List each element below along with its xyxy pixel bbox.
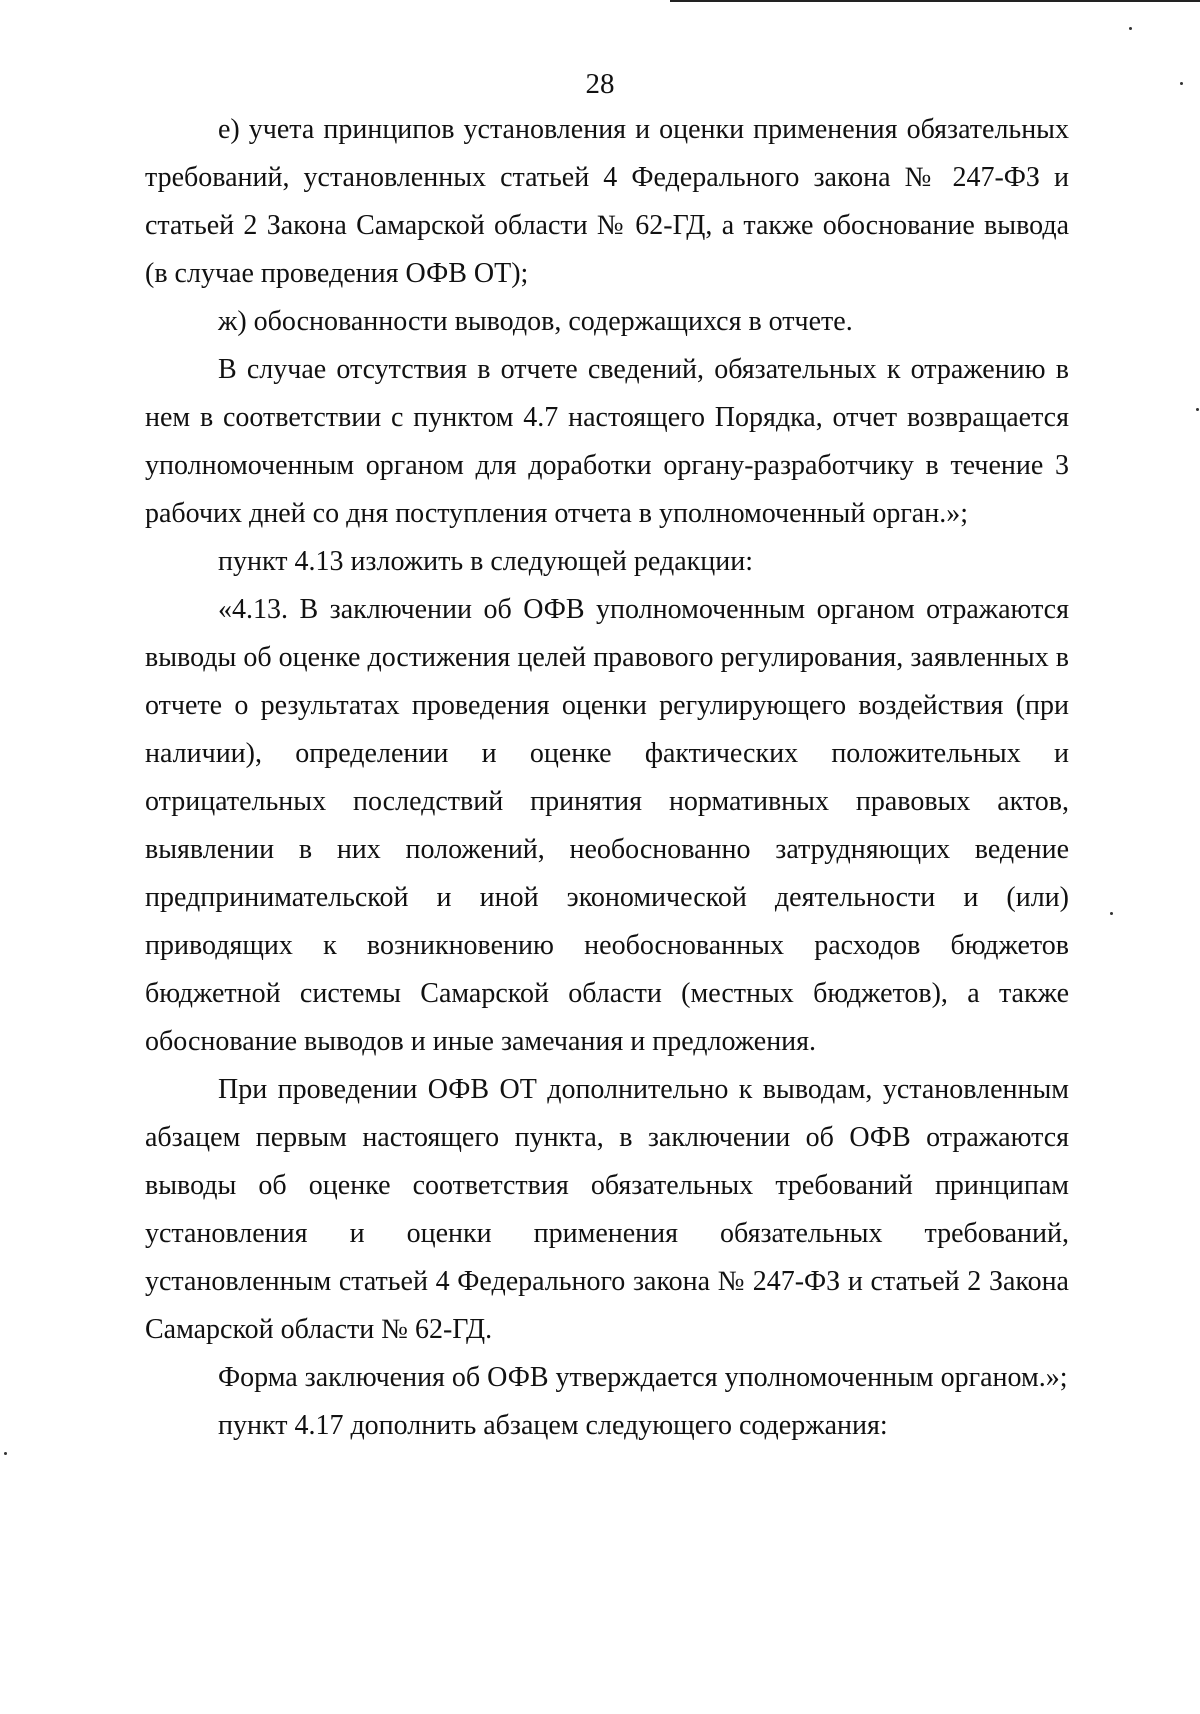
scan-speck	[1110, 912, 1113, 915]
paragraph-zh-conclusions: ж) обоснованности выводов, содержащихся в отчете.	[218, 306, 853, 337]
paragraph-ofv-ot-additional: При проведении ОФВ ОТ дополнительно к выводам, установленным абзацем первым настоящего пункта, в заключении об ОФВ отражаются выводы об оценке соответствия обязательных требований принципам установления и оценки применения обязательных требований, установленным статьей 4 Федерального закона № 247-ФЗ и статьей 2 Закона Самарской области № 62-ГД.	[145, 1074, 1069, 1345]
paragraph-report-returned: В случае отсутствия в отчете сведений, обязательных к отражению в нем в соответствии с пунктом 4.7 настоящего Порядка, отчет возвращается уполномоченным органом для доработки органу-разработчику в течение 3 рабочих дней со дня поступления отчета в уполномоченный орган.»;	[145, 354, 1069, 529]
scan-speck	[1180, 82, 1183, 85]
page-number: 28	[585, 68, 615, 100]
document-body	[145, 106, 1069, 1450]
scan-speck	[1129, 27, 1132, 30]
paragraph-conclusion-form: Форма заключения об ОФВ утверждается уполномоченным органом.»;	[218, 1362, 1068, 1393]
scan-speck	[4, 1452, 7, 1455]
scan-speck	[1196, 408, 1199, 411]
top-edge-rule	[670, 0, 1200, 2]
paragraph-4-13-conclusion: «4.13. В заключении об ОФВ уполномоченным органом отражаются выводы об оценке достижения целей правового регулирования, заявленных в отчете о результатах проведения оценки регулирующего воздействия (при наличии), определении и оценке фактических положительных и отрицательных последствий принятия нормативных правовых актов, выявлении в них положений, необоснованно затрудняющих ведение предпринимательской и иной экономической деятельности и (или) приводящих к возникновению необоснованных расходов бюджетов бюджетной системы Самарской области (местных бюджетов), а также обоснование выводов и иные замечания и предложения.	[145, 594, 1069, 1057]
paragraph-amend-4-13: пункт 4.13 изложить в следующей редакции:	[218, 546, 753, 577]
paragraph-e-principles: е) учета принципов установления и оценки применения обязательных требований, установленных статьей 4 Федерального закона № 247-ФЗ и статьей 2 Закона Самарской области № 62-ГД, а также обоснование вывода (в случае проведения ОФВ ОТ);	[145, 114, 1069, 289]
paragraph-amend-4-17: пункт 4.17 дополнить абзацем следующего содержания:	[218, 1410, 888, 1441]
